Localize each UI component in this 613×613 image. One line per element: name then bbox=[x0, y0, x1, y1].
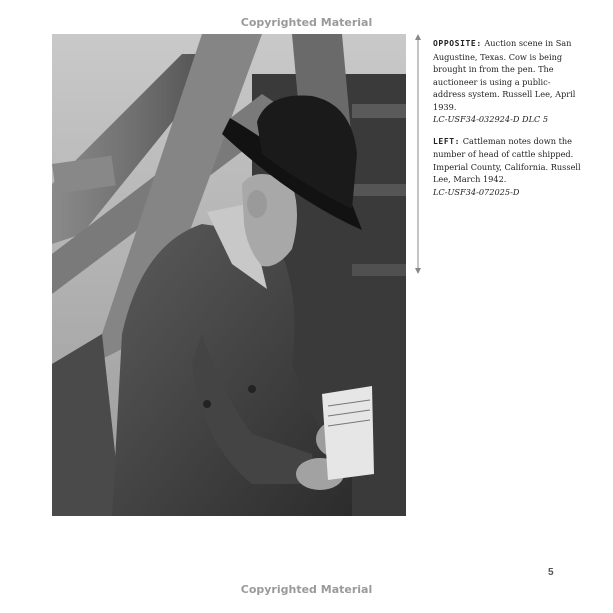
caption-opposite bbox=[433, 37, 583, 126]
caption-left-credit: LC-USF34-072025-D bbox=[433, 186, 520, 197]
watermark-bottom: Copyrighted Material bbox=[240, 583, 373, 596]
caption-opposite-text: Auction scene in San Augustine, Texas. Cow is being brought in from the pen. The auctioneer is using a public-address system. Russell Lee, April 1939. bbox=[433, 38, 576, 112]
caption-opposite-credit: LC-USF34-032924-D DLC 5 bbox=[433, 114, 549, 124]
photo-captions bbox=[433, 37, 583, 207]
cattleman-photograph bbox=[52, 34, 406, 516]
caption-left-text: Cattleman notes down the number of head of cattle shipped. Imperial County, California. Russell Lee, March 1942. bbox=[433, 135, 581, 184]
caption-left bbox=[433, 135, 583, 199]
page-number: 5 bbox=[548, 567, 554, 578]
caption-divider-arrow bbox=[413, 34, 423, 274]
caption-left-lead: LEFT: bbox=[433, 136, 461, 146]
watermark-top: Copyrighted Material bbox=[240, 16, 373, 29]
caption-opposite-lead: OPPOSITE: bbox=[433, 39, 482, 48]
